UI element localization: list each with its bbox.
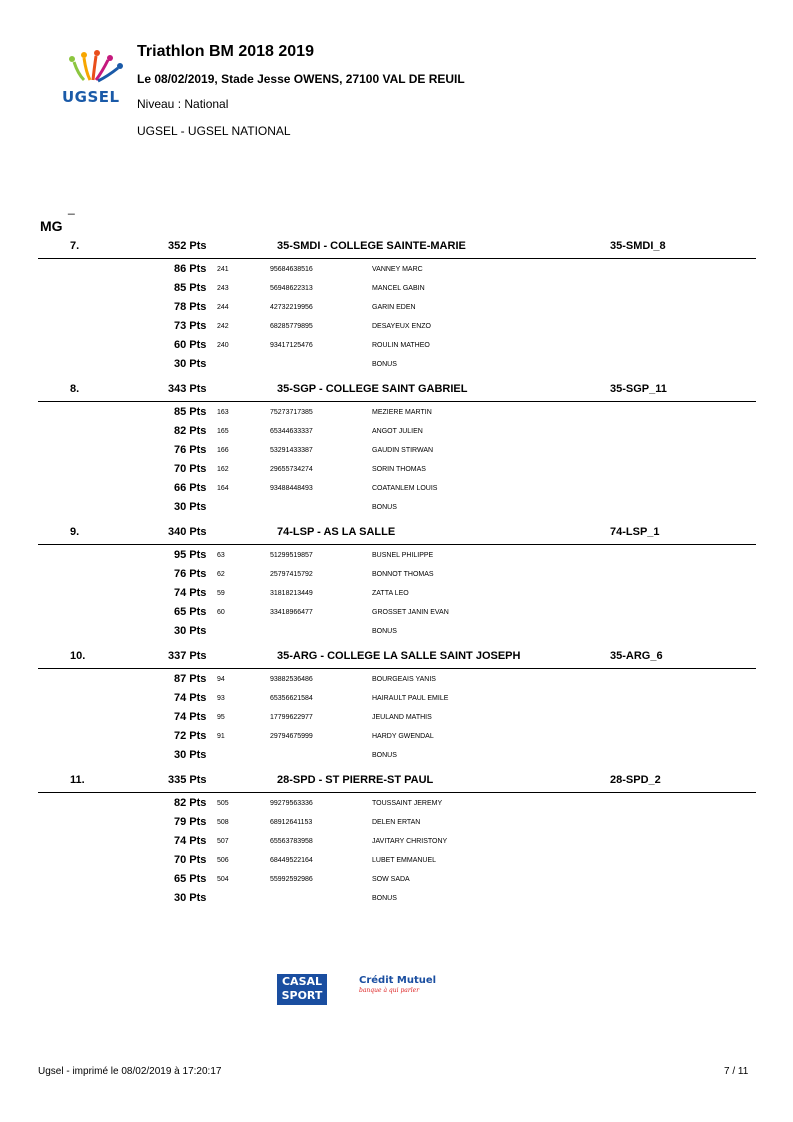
athlete-points: 72 Pts — [174, 730, 207, 742]
athlete-name: GROSSET JANIN EVAN — [372, 609, 449, 616]
athlete-licence: 29794675999 — [270, 733, 313, 740]
athlete-points: 82 Pts — [174, 425, 207, 437]
athlete-name: JEULAND MATHIS — [372, 714, 432, 721]
athlete-row — [0, 670, 793, 689]
team-name: 35-SGP - COLLEGE SAINT GABRIEL — [277, 383, 468, 395]
athlete-row — [0, 279, 793, 298]
athlete-name: GAUDIN STIRWAN — [372, 447, 434, 454]
athlete-name: MANCEL GABIN — [372, 285, 425, 292]
athlete-row — [0, 498, 793, 517]
athlete-row — [0, 851, 793, 870]
athlete-row — [0, 794, 793, 813]
athlete-licence: 75273717385 — [270, 409, 313, 416]
athlete-points: 30 Pts — [174, 625, 207, 637]
athlete-row — [0, 870, 793, 889]
athlete-name: BUSNEL PHILIPPE — [372, 552, 434, 559]
team-name: 74-LSP - AS LA SALLE — [277, 526, 396, 538]
athlete-bib: 164 — [217, 485, 229, 492]
athlete-name: ZATTA LEO — [372, 590, 409, 597]
athlete-row — [0, 727, 793, 746]
athlete-bib: 91 — [217, 733, 225, 740]
team-row — [0, 646, 793, 668]
event-level: Niveau : National — [137, 97, 229, 111]
athlete-name: ANGOT JULIEN — [372, 428, 423, 435]
athlete-points: 65 Pts — [174, 606, 207, 618]
team-code: 35-SMDI_8 — [610, 240, 666, 252]
athlete-bib: 93 — [217, 695, 225, 702]
athlete-row — [0, 355, 793, 374]
athlete-bib: 241 — [217, 266, 229, 273]
athlete-name: BONUS — [372, 752, 397, 759]
team-name: 28-SPD - ST PIERRE-ST PAUL — [277, 774, 434, 786]
team-row — [0, 379, 793, 401]
team-rank: 8. — [70, 383, 80, 395]
athlete-row — [0, 746, 793, 765]
athlete-bib: 95 — [217, 714, 225, 721]
athlete-bib: 242 — [217, 323, 229, 330]
athlete-bib: 240 — [217, 342, 229, 349]
athlete-points: 95 Pts — [174, 549, 207, 561]
athlete-bib: 506 — [217, 857, 229, 864]
athlete-list — [0, 669, 793, 770]
athlete-points: 85 Pts — [174, 406, 207, 418]
team-block — [0, 770, 793, 913]
athlete-licence: 95684638516 — [270, 266, 313, 273]
athlete-row — [0, 336, 793, 355]
athlete-points: 74 Pts — [174, 711, 207, 723]
casal-sport-logo — [277, 974, 327, 1005]
athlete-name: BONUS — [372, 361, 397, 368]
team-points: 340 Pts — [168, 526, 207, 538]
athlete-points: 78 Pts — [174, 301, 207, 313]
athlete-list — [0, 545, 793, 646]
athlete-row — [0, 317, 793, 336]
athlete-name: LUBET EMMANUEL — [372, 857, 437, 864]
team-rank: 9. — [70, 526, 80, 538]
athlete-bib: 166 — [217, 447, 229, 454]
athlete-licence: 17799622977 — [270, 714, 313, 721]
ugsel-logo-text: UGSEL — [62, 88, 120, 106]
athlete-points: 79 Pts — [174, 816, 207, 828]
athlete-row — [0, 546, 793, 565]
athlete-list — [0, 402, 793, 522]
athlete-name: MEZIERE MARTIN — [372, 409, 432, 416]
team-block — [0, 646, 793, 770]
athlete-points: 74 Pts — [174, 692, 207, 704]
athlete-name: SORIN THOMAS — [372, 466, 426, 473]
team-code: 35-SGP_11 — [610, 383, 667, 395]
athlete-licence: 65344633337 — [270, 428, 313, 435]
athlete-bib: 507 — [217, 838, 229, 845]
athlete-points: 30 Pts — [174, 892, 207, 904]
athlete-name: VANNEY MARC — [372, 266, 423, 273]
athlete-licence: 51299519857 — [270, 552, 313, 559]
team-row — [0, 770, 793, 792]
dash-mark: _ — [68, 201, 75, 215]
team-block — [0, 236, 793, 379]
athlete-name: TOUSSAINT JEREMY — [372, 800, 443, 807]
athlete-points: 70 Pts — [174, 463, 207, 475]
athlete-row — [0, 584, 793, 603]
athlete-name: SOW SADA — [372, 876, 410, 883]
athlete-licence: 93882536486 — [270, 676, 313, 683]
athlete-name: BOURGEAIS YANIS — [372, 676, 436, 683]
athlete-name: HAIRAULT PAUL EMILE — [372, 695, 449, 702]
athlete-bib: 508 — [217, 819, 229, 826]
athlete-bib: 243 — [217, 285, 229, 292]
team-code: 74-LSP_1 — [610, 526, 660, 538]
athlete-bib: 63 — [217, 552, 225, 559]
athlete-row — [0, 622, 793, 641]
team-name: 35-SMDI - COLLEGE SAINTE-MARIE — [277, 240, 466, 252]
athlete-row — [0, 565, 793, 584]
athlete-name: BONUS — [372, 628, 397, 635]
athlete-points: 66 Pts — [174, 482, 207, 494]
athlete-points: 60 Pts — [174, 339, 207, 351]
team-name: 35-ARG - COLLEGE LA SALLE SAINT JOSEPH — [277, 650, 521, 662]
athlete-points: 74 Pts — [174, 835, 207, 847]
athlete-points: 30 Pts — [174, 358, 207, 370]
team-code: 35-ARG_6 — [610, 650, 663, 662]
athlete-name: ROULIN MATHEO — [372, 342, 430, 349]
team-rank: 11. — [70, 774, 85, 786]
athlete-row — [0, 422, 793, 441]
athlete-points: 74 Pts — [174, 587, 207, 599]
team-points: 335 Pts — [168, 774, 207, 786]
athlete-row — [0, 441, 793, 460]
athlete-licence: 42732219956 — [270, 304, 313, 311]
athlete-points: 70 Pts — [174, 854, 207, 866]
page-title: Triathlon BM 2018 2019 — [137, 43, 314, 60]
athlete-name: DELEN ERTAN — [372, 819, 421, 826]
credit-mutuel-logo — [359, 975, 439, 995]
athlete-row — [0, 260, 793, 279]
athlete-points: 30 Pts — [174, 749, 207, 761]
athlete-bib: 162 — [217, 466, 229, 473]
athlete-bib: 62 — [217, 571, 225, 578]
athlete-row — [0, 603, 793, 622]
athlete-list — [0, 259, 793, 379]
athlete-row — [0, 298, 793, 317]
athlete-row — [0, 479, 793, 498]
athlete-points: 65 Pts — [174, 873, 207, 885]
athlete-name: GARIN EDEN — [372, 304, 416, 311]
team-points: 337 Pts — [168, 650, 207, 662]
athlete-licence: 53291433387 — [270, 447, 313, 454]
team-code: 28-SPD_2 — [610, 774, 661, 786]
athlete-bib: 94 — [217, 676, 225, 683]
team-row — [0, 522, 793, 544]
athlete-row — [0, 403, 793, 422]
athlete-licence: 93488448493 — [270, 485, 313, 492]
athlete-bib: 505 — [217, 800, 229, 807]
casal-line2: SPORT — [281, 989, 323, 1002]
event-subtitle: Le 08/02/2019, Stade Jesse OWENS, 27100 VAL DE REUIL — [137, 72, 465, 86]
athlete-licence: 68449522164 — [270, 857, 313, 864]
athlete-bib: 244 — [217, 304, 229, 311]
athlete-name: COATANLEM LOUIS — [372, 485, 438, 492]
athlete-licence: 68285779895 — [270, 323, 313, 330]
team-block — [0, 522, 793, 646]
team-points: 343 Pts — [168, 383, 207, 395]
team-row — [0, 236, 793, 258]
athlete-licence: 99279563336 — [270, 800, 313, 807]
athlete-points: 73 Pts — [174, 320, 207, 332]
athlete-row — [0, 708, 793, 727]
team-rank: 7. — [70, 240, 80, 252]
athlete-name: BONUS — [372, 504, 397, 511]
team-rank: 10. — [70, 650, 86, 662]
athlete-bib: 504 — [217, 876, 229, 883]
athlete-bib: 60 — [217, 609, 225, 616]
athlete-points: 87 Pts — [174, 673, 207, 685]
athlete-name: DESAYEUX ENZO — [372, 323, 431, 330]
athlete-licence: 56948622313 — [270, 285, 313, 292]
athlete-row — [0, 689, 793, 708]
athlete-licence: 29655734274 — [270, 466, 313, 473]
athlete-licence: 25797415792 — [270, 571, 313, 578]
athlete-licence: 55992592986 — [270, 876, 313, 883]
casal-line1: CASAL — [281, 975, 323, 988]
athlete-points: 30 Pts — [174, 501, 207, 513]
athlete-name: HARDY GWENDAL — [372, 733, 434, 740]
athlete-list — [0, 793, 793, 913]
athlete-licence: 93417125476 — [270, 342, 313, 349]
athlete-licence: 68912641153 — [270, 819, 313, 826]
athlete-licence: 65563783958 — [270, 838, 313, 845]
athlete-points: 76 Pts — [174, 568, 207, 580]
footer-page-number: 7 / 11 — [724, 1066, 749, 1077]
footer-printed: Ugsel - imprimé le 08/02/2019 à 17:20:17 — [38, 1066, 222, 1077]
athlete-row — [0, 460, 793, 479]
athlete-licence: 31818213449 — [270, 590, 313, 597]
athlete-points: 82 Pts — [174, 797, 207, 809]
team-block — [0, 379, 793, 522]
athlete-name: BONNOT THOMAS — [372, 571, 434, 578]
athlete-row — [0, 889, 793, 908]
category-label: MG — [40, 218, 63, 234]
results-table — [0, 236, 793, 913]
athlete-points: 86 Pts — [174, 263, 207, 275]
athlete-points: 85 Pts — [174, 282, 207, 294]
team-points: 352 Pts — [168, 240, 207, 252]
athlete-name: BONUS — [372, 895, 397, 902]
athlete-bib: 165 — [217, 428, 229, 435]
athlete-bib: 163 — [217, 409, 229, 416]
athlete-row — [0, 832, 793, 851]
event-organisation: UGSEL - UGSEL NATIONAL — [137, 124, 291, 138]
athlete-points: 76 Pts — [174, 444, 207, 456]
credit-mutuel-name: Crédit Mutuel — [359, 975, 437, 986]
athlete-row — [0, 813, 793, 832]
athlete-licence: 65356621584 — [270, 695, 313, 702]
athlete-name: JAVITARY CHRISTONY — [372, 838, 448, 845]
credit-mutuel-tagline: banque à qui parler — [359, 987, 420, 994]
athlete-licence: 33418966477 — [270, 609, 313, 616]
athlete-bib: 59 — [217, 590, 225, 597]
